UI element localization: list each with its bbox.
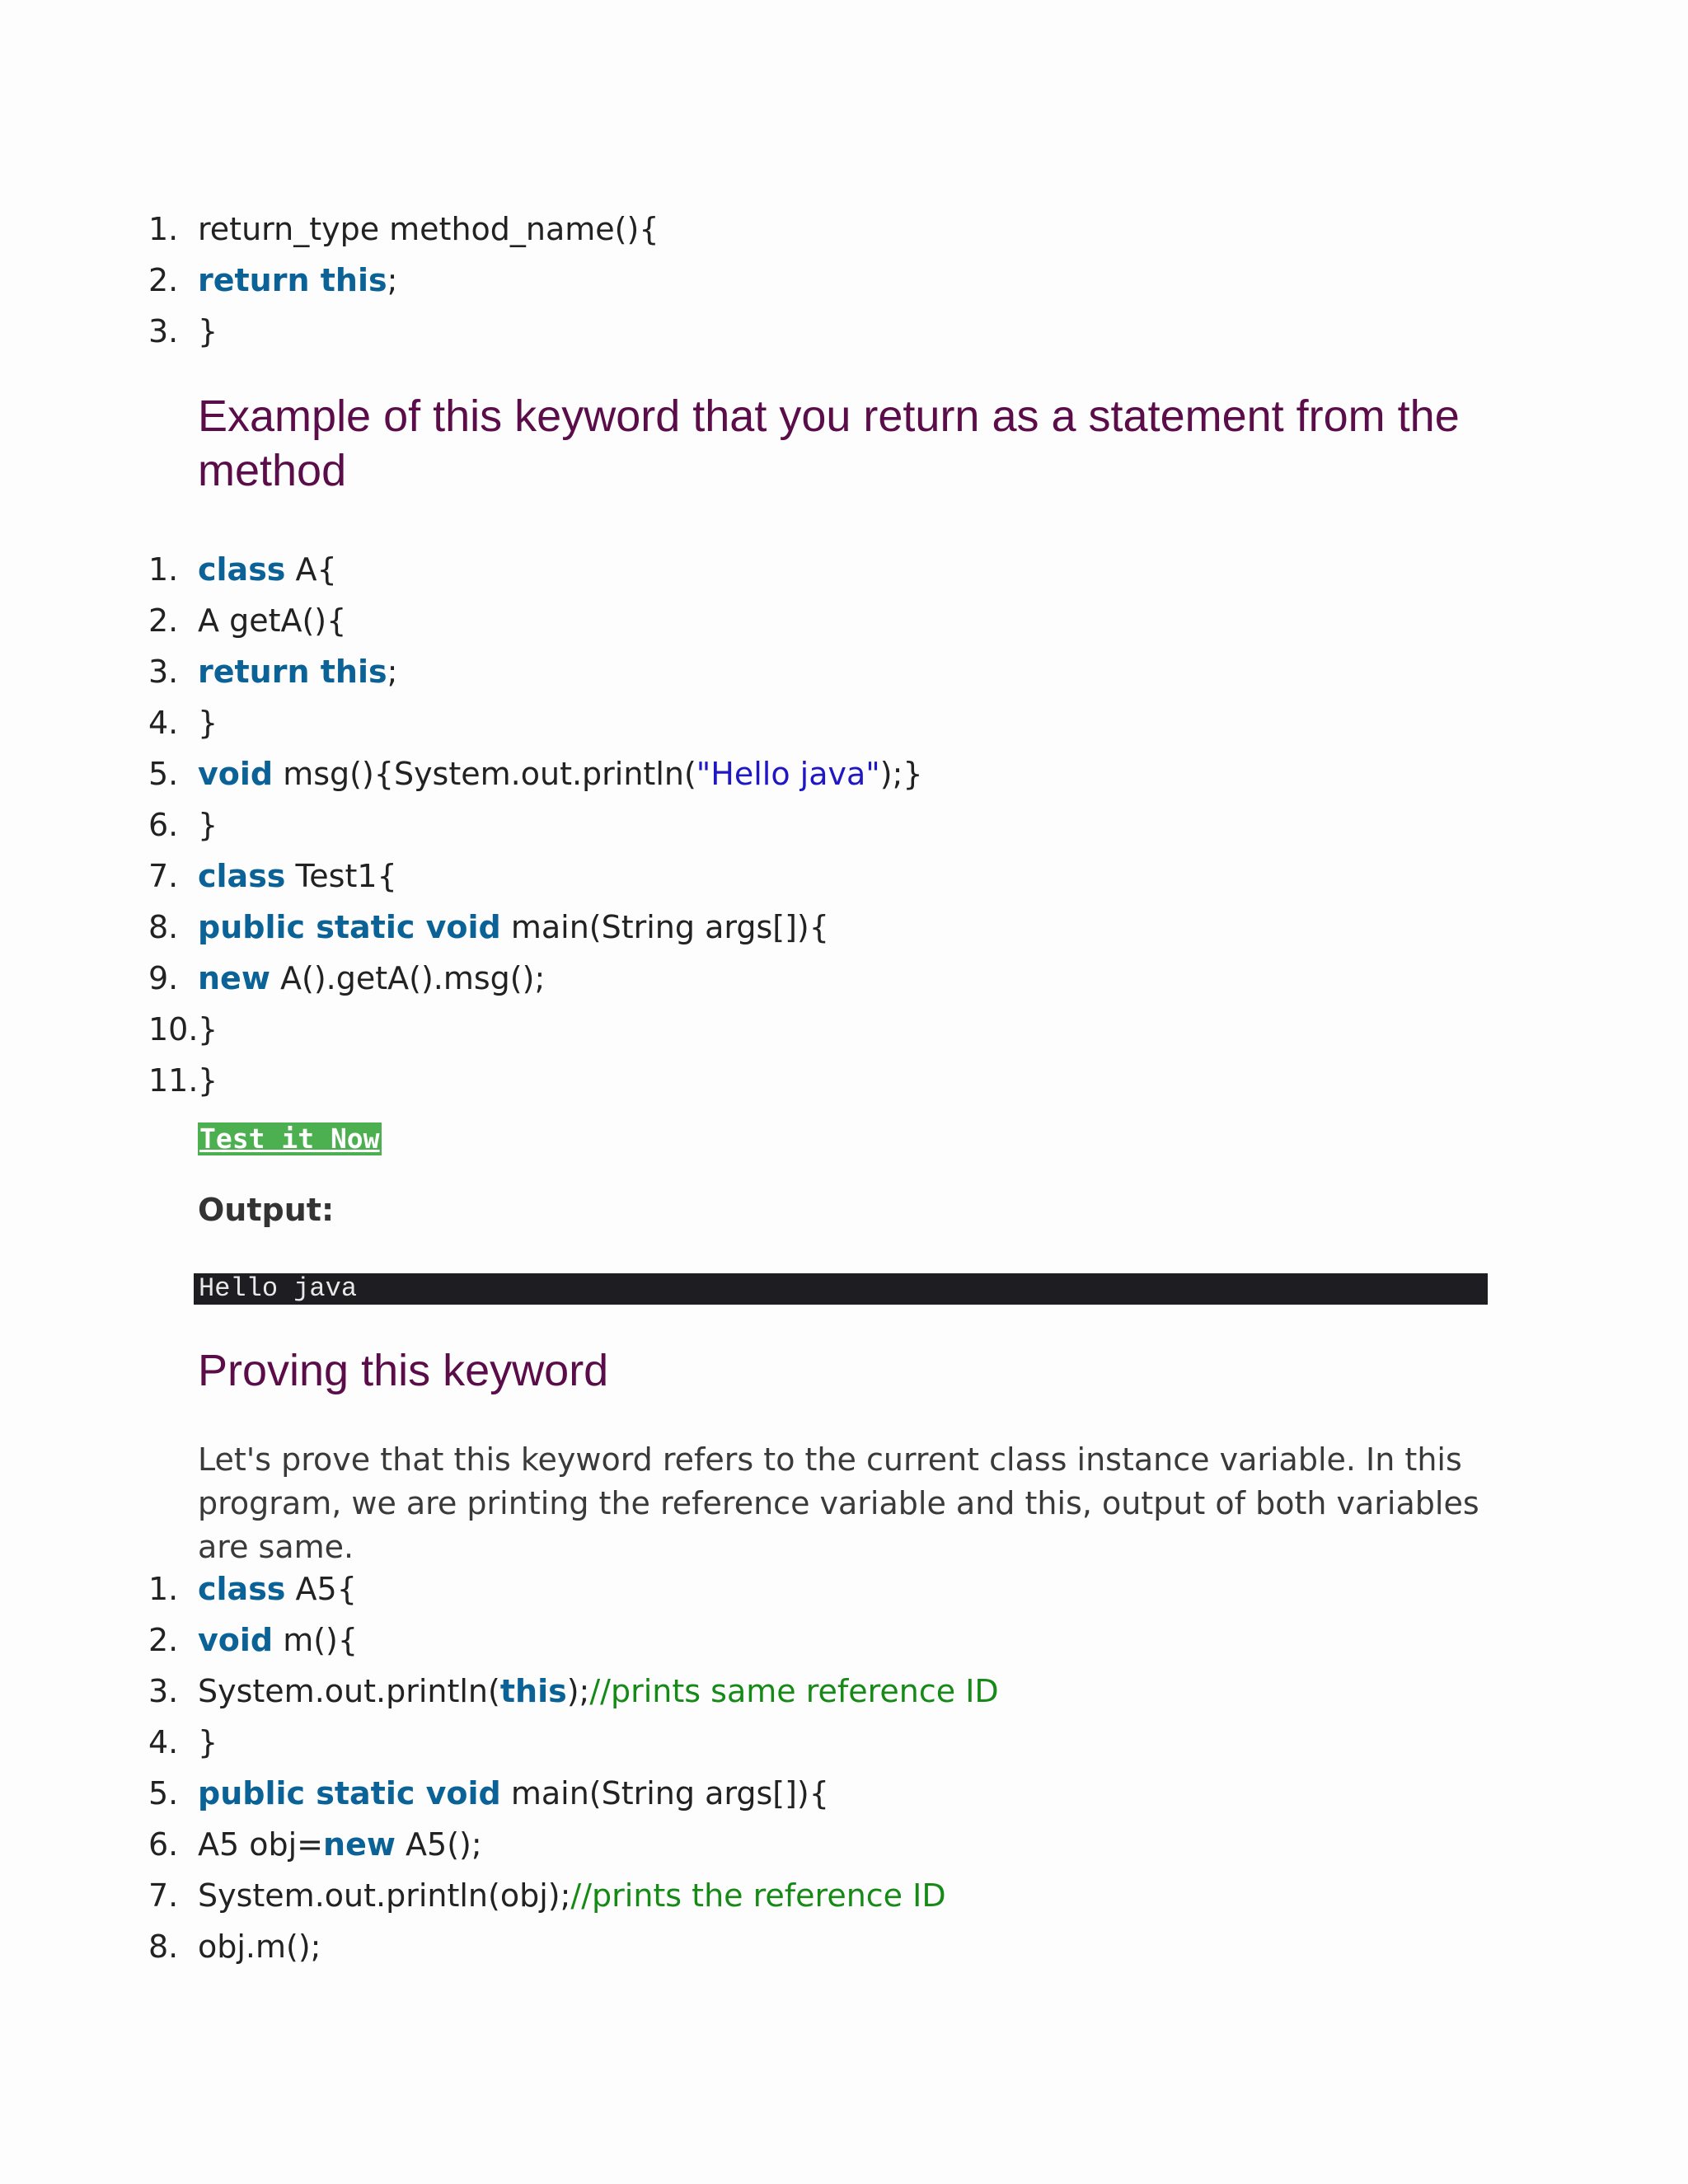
- code-text: [198, 902, 829, 953]
- code-keyword: this: [499, 1673, 567, 1709]
- code-token: obj.m();: [198, 1929, 321, 1965]
- code-keyword: class: [198, 858, 286, 894]
- code-text: [198, 799, 218, 851]
- code-text: [198, 1768, 829, 1819]
- code-token: A5();: [395, 1826, 482, 1863]
- code-token: msg(){System.out.println(: [273, 756, 696, 792]
- test-it-now-button[interactable]: Test it Now: [199, 1122, 380, 1155]
- line-number: 8.: [148, 909, 179, 945]
- code-text: [198, 1055, 218, 1106]
- code-text: [198, 953, 545, 1004]
- line-number: 3.: [148, 654, 179, 690]
- code-token: }: [198, 313, 218, 349]
- code-text: [198, 306, 218, 357]
- code-text: [198, 1870, 946, 1921]
- code-token: A().getA().msg();: [270, 960, 546, 996]
- line-number: 1.: [148, 1571, 179, 1607]
- line-number: 6.: [148, 807, 179, 843]
- code-token: }: [198, 1062, 218, 1099]
- code-token: }: [198, 1724, 218, 1760]
- code-token: }: [198, 705, 218, 741]
- code-text: [198, 748, 923, 799]
- line-number: 2.: [148, 262, 179, 298]
- code-text: [198, 595, 346, 646]
- output-console: Hello java: [194, 1273, 1488, 1305]
- code-token: }: [198, 1011, 218, 1047]
- line-number: 1.: [148, 211, 179, 247]
- code-token: A5{: [285, 1571, 357, 1607]
- code-text: [198, 255, 397, 306]
- line-number: 2.: [148, 1622, 179, 1658]
- line-number: 5.: [148, 756, 179, 792]
- line-number: 7.: [148, 1877, 179, 1914]
- description-paragraph: Let's prove that this keyword refers to the current class instance variable. In this program, we are printing the reference variable and this, output of both variables are same.: [198, 1441, 1479, 1565]
- code-token: System.out.println(: [198, 1673, 500, 1709]
- code-keyword: class: [198, 1571, 286, 1607]
- code-text: [198, 1819, 482, 1870]
- code-keyword: void: [198, 1622, 274, 1658]
- output-label: Output:: [198, 1192, 335, 1228]
- code-comment: //prints same reference ID: [589, 1673, 999, 1709]
- line-number: 5.: [148, 1775, 179, 1811]
- line-number: 1.: [148, 551, 179, 588]
- code-token: }: [198, 807, 218, 843]
- line-number: 8.: [148, 1929, 179, 1965]
- code-token: A getA(){: [198, 602, 347, 639]
- code-token: A{: [285, 551, 337, 588]
- code-text: [198, 646, 397, 697]
- code-text: [198, 1921, 321, 1972]
- code-token: ;: [387, 262, 398, 298]
- line-number: 11.: [148, 1062, 199, 1099]
- code-keyword: public static void: [198, 1775, 501, 1811]
- code-text: [198, 204, 659, 255]
- section-heading-return-example: Example of this keyword that you return as a statement from the method: [198, 391, 1460, 495]
- line-number: 3.: [148, 1673, 179, 1709]
- code-token: return_type method_name(){: [198, 211, 659, 247]
- code-token: );}: [879, 756, 923, 792]
- code-token: Test1{: [285, 858, 397, 894]
- line-number: 9.: [148, 960, 179, 996]
- code-text: [198, 697, 218, 748]
- code-keyword: new: [198, 960, 270, 996]
- line-number: 6.: [148, 1826, 179, 1863]
- code-text: [198, 1004, 218, 1055]
- line-number: 10.: [148, 1011, 199, 1047]
- code-token: m(){: [273, 1622, 359, 1658]
- line-number: 4.: [148, 705, 179, 741]
- line-number: 3.: [148, 313, 179, 349]
- code-keyword: class: [198, 551, 286, 588]
- section-heading-proving: Proving this keyword: [198, 1346, 609, 1395]
- code-text: [198, 1717, 218, 1768]
- line-number: 4.: [148, 1724, 179, 1760]
- code-token: A5 obj=: [198, 1826, 324, 1863]
- code-string: "Hello java": [696, 756, 880, 792]
- code-token: main(String args[]){: [500, 909, 829, 945]
- code-comment: //prints the reference ID: [570, 1877, 946, 1914]
- code-text: [198, 851, 397, 902]
- code-keyword: public static void: [198, 909, 501, 945]
- code-text: [198, 1615, 358, 1666]
- code-text: [198, 1563, 357, 1615]
- code-keyword: void: [198, 756, 274, 792]
- code-token: main(String args[]){: [500, 1775, 829, 1811]
- line-number: 2.: [148, 602, 179, 639]
- code-text: [198, 1666, 999, 1717]
- code-token: ;: [387, 654, 398, 690]
- code-token: System.out.println(obj);: [198, 1877, 571, 1914]
- code-keyword: new: [323, 1826, 396, 1863]
- line-number: 7.: [148, 858, 179, 894]
- code-keyword: return this: [198, 654, 387, 690]
- code-text: [198, 544, 337, 595]
- code-keyword: return this: [198, 262, 387, 298]
- code-token: );: [566, 1673, 590, 1709]
